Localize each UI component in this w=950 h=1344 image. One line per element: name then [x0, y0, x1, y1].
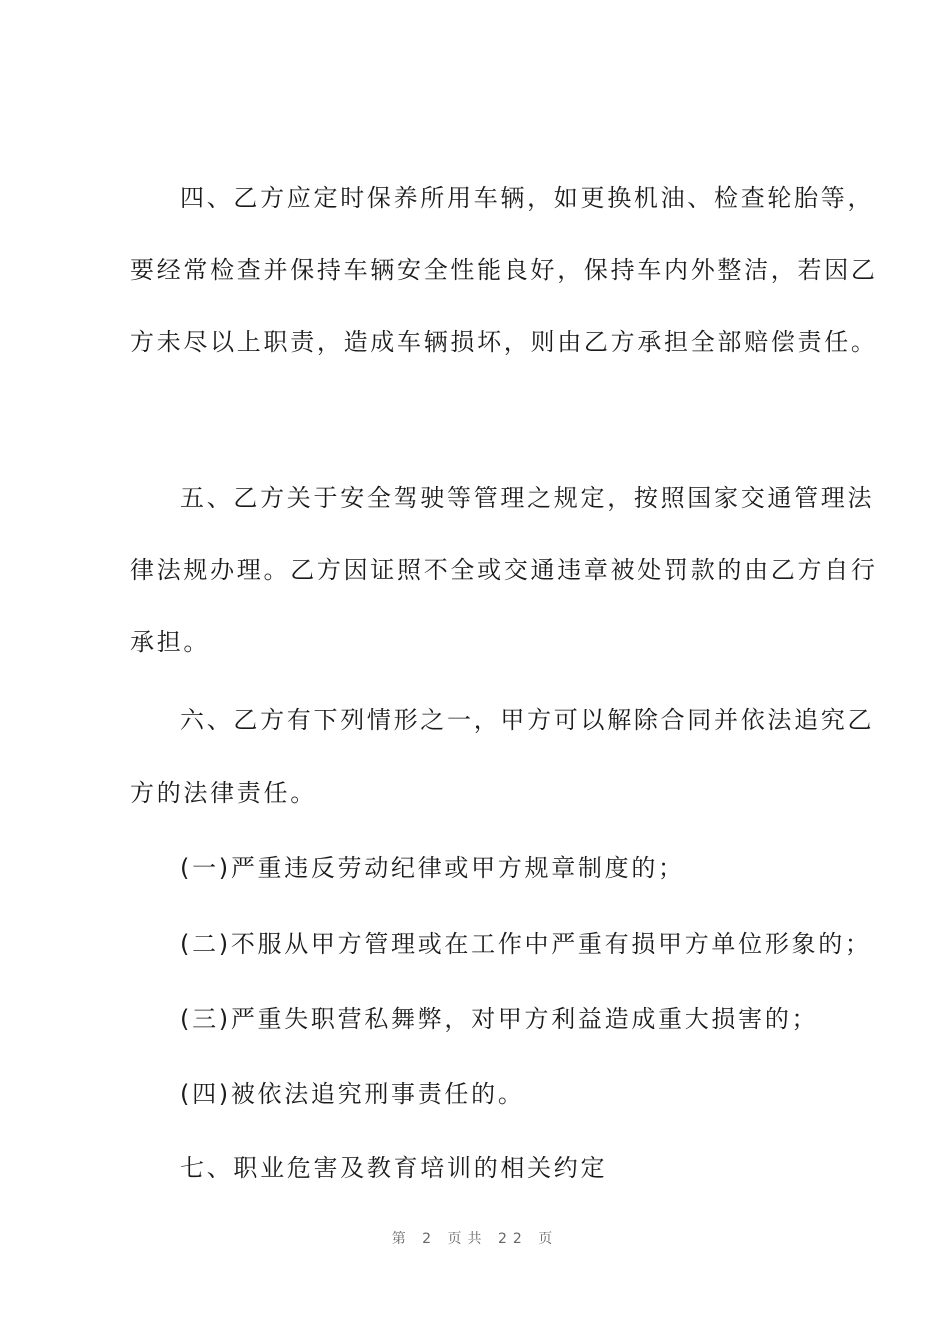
clause-4-line-3: 方未尽以上职责，造成车辆损坏，则由乙方承担全部赔偿责任。 — [130, 328, 878, 356]
clause-6-line-2: 方的法律责任。 — [130, 779, 317, 807]
list-item: (四)被依法追究刑事责任的。 — [180, 1080, 525, 1108]
clause-5-line-2: 律法规办理。乙方因证照不全或交通违章被处罚款的由乙方自行 — [130, 556, 878, 584]
list-item: (三)严重失职营私舞弊，对甲方利益造成重大损害的； — [180, 1005, 819, 1033]
list-item: (一)严重违反劳动纪律或甲方规章制度的； — [180, 854, 685, 882]
clause-5-line-1: 五、乙方关于安全驾驶等管理之规定，按照国家交通管理法 — [180, 484, 875, 512]
list-item: (二)不服从甲方管理或在工作中严重有损甲方单位形象的； — [180, 930, 872, 958]
clause-6-line-1: 六、乙方有下列情形之一，甲方可以解除合同并依法追究乙 — [180, 706, 875, 734]
clause-4-line-2: 要经常检查并保持车辆安全性能良好，保持车内外整洁，若因乙 — [130, 256, 878, 284]
page-number-footer: 第 2 页共 22 页 — [391, 1231, 559, 1247]
clause-5-line-3: 承担。 — [130, 628, 211, 656]
clause-7-heading: 七、职业危害及教育培训的相关约定 — [180, 1154, 608, 1182]
clause-4-line-1: 四、乙方应定时保养所用车辆，如更换机油、检查轮胎等， — [180, 184, 875, 212]
